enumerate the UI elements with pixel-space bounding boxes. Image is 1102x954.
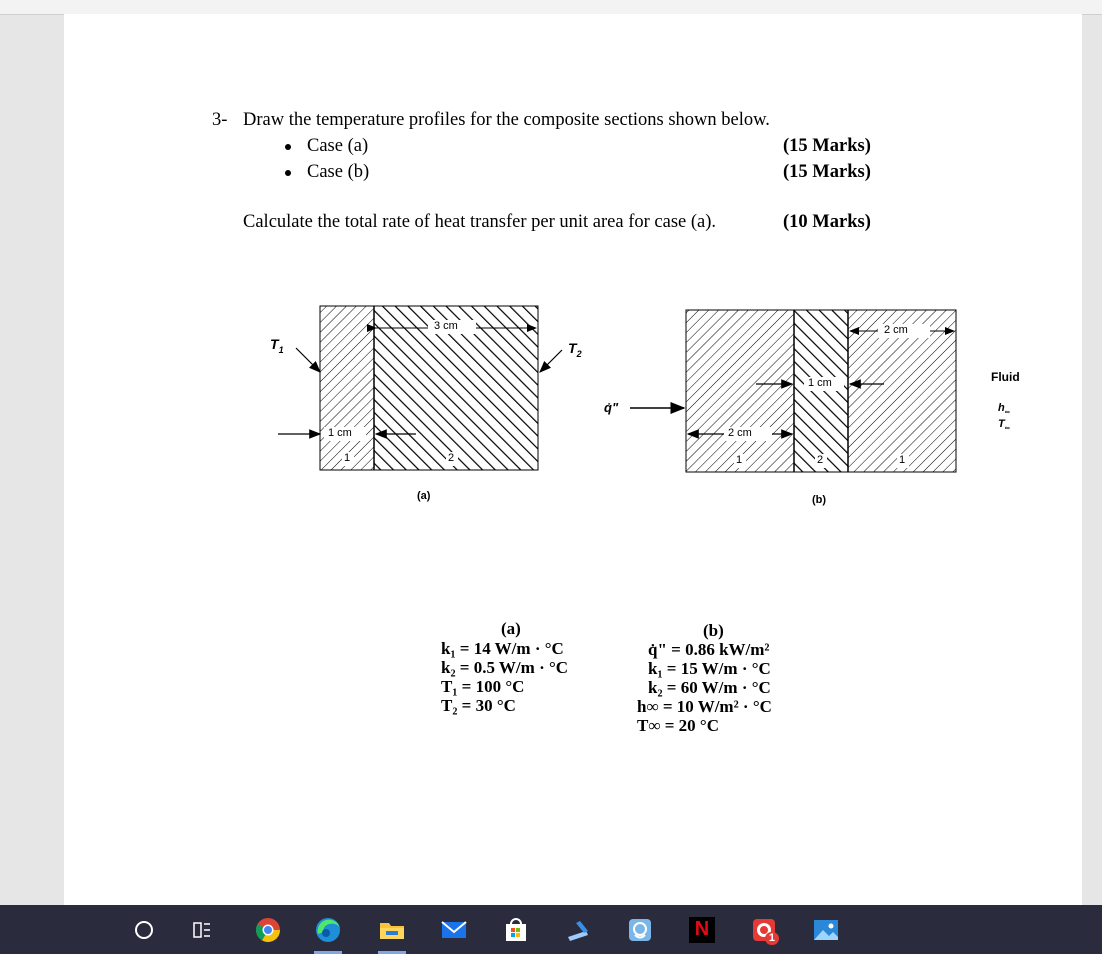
notification-badge: 1: [765, 932, 779, 945]
label-T2: $T_2$: [568, 340, 582, 359]
caption-b: (b): [812, 494, 827, 506]
mail-icon: [440, 919, 468, 941]
edge-icon: [314, 916, 342, 944]
dim-2cm-top: 2 cm: [884, 324, 908, 336]
given-b-title: (b): [703, 621, 724, 640]
given-a-line: k₁ = 14 W/m · °C: [441, 639, 564, 658]
taskbar-photos[interactable]: [804, 905, 848, 954]
taskbar-edge[interactable]: [306, 905, 350, 954]
store-icon: [503, 917, 529, 943]
layer-number: 2: [817, 454, 824, 466]
label-h-inf: $h_\infty$: [998, 402, 1010, 417]
dim-1cm: 1 cm: [328, 427, 352, 439]
taskbar-skype[interactable]: [742, 905, 786, 954]
question-number: 3-: [212, 110, 228, 130]
taskbar-store[interactable]: [494, 905, 538, 954]
layer1-slab-a: [320, 306, 374, 470]
given-b-line: T∞ = 20 °C: [637, 716, 719, 735]
taskbar-chrome[interactable]: [246, 905, 290, 954]
given-b-line: k₂ = 60 W/m · °C: [648, 678, 771, 697]
given-a-line: k₂ = 0.5 W/m · °C: [441, 658, 569, 677]
taskbar-paint3d[interactable]: [556, 905, 600, 954]
paint3d-icon: [564, 917, 592, 943]
composite-figures: [64, 14, 1082, 905]
layer-number: 1: [736, 454, 743, 466]
given-a-line: T₂ = 30 °C: [441, 696, 516, 715]
skype-icon: [751, 917, 777, 943]
taskbar-netflix[interactable]: [680, 905, 724, 954]
start-circle-icon: [133, 919, 155, 941]
netflix-icon: N: [689, 917, 715, 943]
question-title: Draw the temperature profiles for the composite sections shown below.: [243, 110, 770, 130]
bullet-case-b: Case (b): [307, 162, 370, 182]
given-a-line: T₁ = 100 °C: [441, 677, 525, 696]
given-a-title: (a): [501, 619, 521, 638]
label-T1: $T_1$: [270, 336, 284, 355]
layer-number: 1: [344, 452, 351, 464]
given-b-line: h∞ = 10 W/m² · °C: [637, 697, 772, 716]
given-b-line: q̇" = 0.86 kW/m²: [648, 640, 770, 659]
label-T-inf: $T_\infty$: [998, 418, 1010, 433]
bullet-case-a: Case (a): [307, 136, 369, 156]
calc-text: Calculate the total rate of heat transfer per unit area for case (a).: [243, 212, 717, 232]
taskbar-photo-app[interactable]: [618, 905, 662, 954]
task-view-icon: [191, 919, 213, 941]
file-explorer-icon: [378, 918, 406, 942]
chrome-icon: [254, 916, 282, 944]
figure-a: [278, 306, 562, 470]
dim-1cm-mid: 1 cm: [808, 377, 832, 389]
layer1-left-slab-b: [686, 310, 794, 472]
taskbar-mail[interactable]: [432, 905, 476, 954]
marks-case-a: (15 Marks): [783, 136, 871, 156]
caption-a: (a): [417, 490, 431, 502]
marks-case-b: (15 Marks): [783, 162, 871, 182]
task-view-button[interactable]: [180, 905, 224, 954]
photos-icon: [812, 918, 840, 942]
layer-number: 1: [899, 454, 906, 466]
taskbar: [0, 905, 1102, 954]
layer-number: 2: [448, 452, 455, 464]
photo-app-icon: [626, 916, 654, 944]
dim-3cm: 3 cm: [434, 320, 458, 332]
window-top-strip: [0, 0, 1102, 15]
calc-marks: (10 Marks): [783, 212, 871, 232]
document-page: [64, 14, 1082, 905]
label-q: q̇": [604, 400, 619, 415]
given-b-line: k₁ = 15 W/m · °C: [648, 659, 771, 678]
label-fluid: Fluid: [991, 370, 1020, 384]
start-button[interactable]: [122, 905, 166, 954]
taskbar-file-explorer[interactable]: [370, 905, 414, 954]
dim-2cm-bottom: 2 cm: [728, 427, 752, 439]
